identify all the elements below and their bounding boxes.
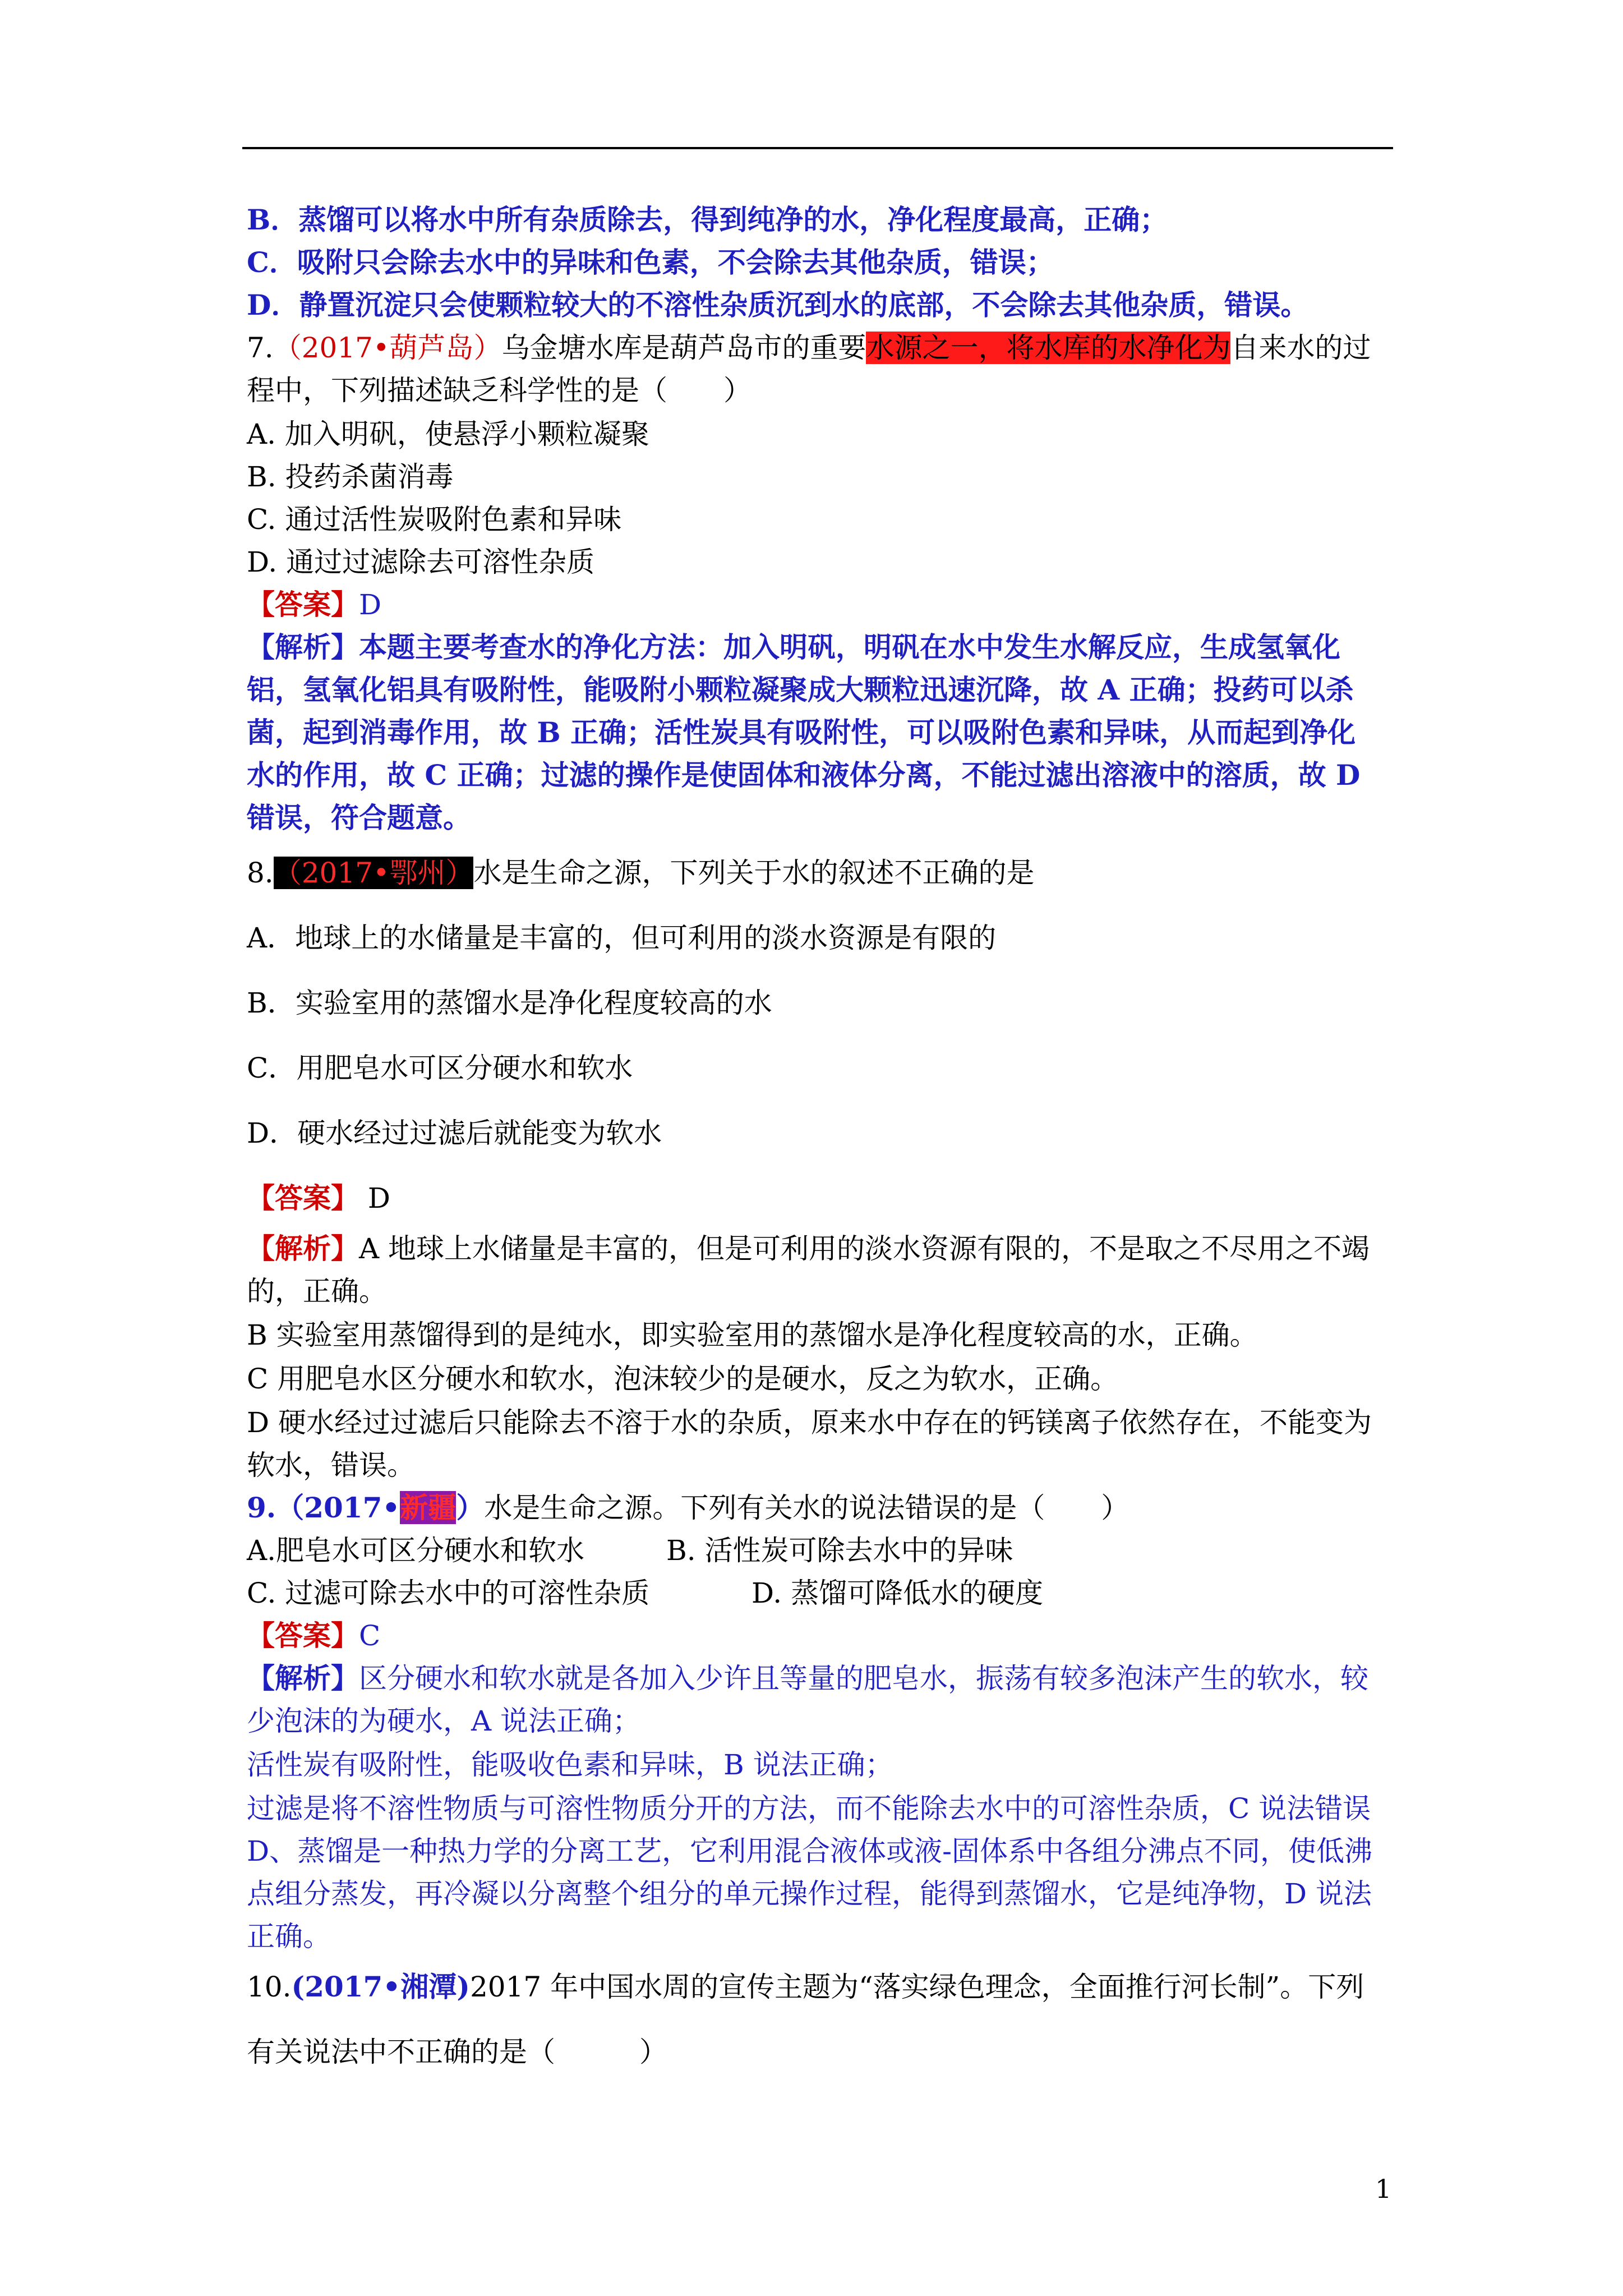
q9-source-highlight: 新疆 (400, 1491, 457, 1524)
q7-highlight: 水源之一，将水库的水净化为 (866, 332, 1231, 364)
q7-explanation-line4: 水的作用，故 C 正确；过滤的操作是使固体和液体分离，不能过滤出溶液中的溶质，故 D (247, 758, 1361, 792)
q8-explanation-line4: C 用肥皂水区分硬水和软水，泡沫较少的是硬水，反之为软水，正确。 (247, 1363, 1119, 1395)
q9-explanation-line5: D、蒸馏是一种热力学的分离工艺，它利用混合液体或液-固体系中各组分沸点不同，使低沸 (247, 1835, 1372, 1867)
q7-explanation-text: 本题主要考查水的净化方法：加入明矾，明矾在水中发生水解反应，生成氢氧化 (359, 631, 1340, 664)
q8-explanation-line2: 的，正确。 (247, 1275, 387, 1308)
q9-option-d: D. 蒸馏可降低水的硬度 (751, 1577, 1044, 1609)
q7-source: （2017•葫芦岛） (273, 332, 502, 364)
q9-option-a: A.肥皂水可区分硬水和软水 (247, 1534, 585, 1567)
q9-option-b: B. 活性炭可除去水中的异味 (666, 1534, 1013, 1567)
q7-option-b: B. 投药杀菌消毒 (247, 461, 454, 493)
q8-option-a: A．地球上的水储量是丰富的，但可利用的淡水资源是有限的 (247, 922, 997, 954)
q9-source-a: （2017• (276, 1491, 400, 1524)
q9-explanation-line3: 活性炭有吸附性，能吸收色素和异味，B 说法正确； (247, 1749, 893, 1781)
answer-value: D (359, 588, 382, 621)
q8-source: （2017•鄂州） (273, 857, 474, 889)
q6-option-d-analysis: D．静置沉淀只会使颗粒较大的不溶性杂质沉到水的底部，不会除去其他杂质，错误。 (247, 288, 1309, 321)
q8-option-c: C．用肥皂水可区分硬水和软水 (247, 1052, 633, 1084)
q9-source-b: ） (456, 1491, 485, 1524)
explanation-label: 【解析】 (247, 1662, 359, 1695)
q7-explanation-line5: 错误，符合题意。 (247, 801, 471, 834)
q8-explanation-line1 (247, 1231, 1370, 1267)
answer-value: D (359, 1182, 390, 1214)
q8-option-d: D．硬水经过过滤后就能变为软水 (247, 1117, 662, 1149)
q8-explanation-line3: B 实验室用蒸馏得到的是纯水，即实验室用的蒸馏水是净化程度较高的水，正确。 (247, 1319, 1258, 1351)
q7-option-d: D. 通过过滤除去可溶性杂质 (247, 546, 595, 578)
q7-answer (247, 587, 381, 623)
q8-number: 8. (247, 857, 274, 889)
q10-source: (2017•湘潭) (291, 1970, 470, 2003)
q10-text: 2017 年中国水周的宣传主题为“落实绿色理念，全面推行河长制”。下列 (469, 1971, 1364, 2003)
q10-number: 10. (247, 1971, 292, 2003)
q9-explanation-line7: 正确。 (247, 1920, 331, 1953)
q7-number: 7. (247, 332, 274, 364)
answer-value: C (359, 1619, 381, 1652)
q9-explanation-line6: 点组分蒸发，再冷凝以分离整个组分的单元操作过程，能得到蒸馏水，它是纯净物，D 说法 (247, 1878, 1372, 1910)
q7-stem-line2: 程中，下列描述缺乏科学性的是（ ） (247, 374, 751, 407)
explanation-label: 【解析】 (247, 1232, 359, 1265)
q10-stem-line1 (247, 1969, 1364, 2005)
q9-answer (247, 1618, 380, 1654)
q8-text: 水是生命之源，下列关于水的叙述不正确的是 (473, 857, 1035, 889)
q7-explanation-line2: 铝，氢氧化铝具有吸附性，能吸附小颗粒凝聚成大颗粒迅速沉降，故 A 正确；投药可以杀 (247, 673, 1354, 706)
answer-label: 【答案】 (247, 588, 359, 621)
q8-stem (247, 855, 1034, 891)
q7-explanation-line1 (247, 629, 1340, 665)
q7-text-b: 自来水的过 (1230, 332, 1371, 364)
q9-text: 水是生命之源。下列有关水的说法错误的是（ ） (484, 1492, 1129, 1524)
header-rule (242, 147, 1393, 149)
q9-stem (247, 1490, 1129, 1526)
q7-option-c: C. 通过活性炭吸附色素和异味 (247, 503, 622, 536)
answer-label: 【答案】 (247, 1619, 359, 1652)
answer-label: 【答案】 (247, 1181, 359, 1214)
q7-option-a: A. 加入明矾，使悬浮小颗粒凝聚 (247, 418, 649, 450)
q9-explanation-text: 区分硬水和软水就是各加入少许且等量的肥皂水，振荡有较多泡沫产生的软水，较 (359, 1662, 1368, 1695)
q8-explanation-line6: 软水，错误。 (247, 1449, 415, 1481)
q7-stem-line1 (247, 330, 1371, 366)
q6-option-b-analysis: B．蒸馏可以将水中所有杂质除去，得到纯净的水，净化程度最高，正确； (247, 203, 1168, 236)
q8-answer (247, 1180, 390, 1216)
q9-number: 9. (247, 1491, 276, 1524)
q7-text-a: 乌金塘水库是葫芦岛市的重要 (501, 332, 866, 364)
q9-explanation-line2: 少泡沫的为硬水，A 说法正确； (247, 1705, 641, 1737)
q9-explanation-line1 (247, 1660, 1368, 1696)
q10-stem-line2: 有关说法中不正确的是（ ） (247, 2036, 667, 2068)
q8-option-b: B．实验室用的蒸馏水是净化程度较高的水 (247, 987, 772, 1019)
q9-option-c: C. 过滤可除去水中的可溶性杂质 (247, 1577, 650, 1609)
q7-explanation-line3: 菌，起到消毒作用，故 B 正确；活性炭具有吸附性，可以吸附色素和异味，从而起到净化 (247, 716, 1356, 749)
q6-option-c-analysis: C．吸附只会除去水中的异味和色素，不会除去其他杂质，错误； (247, 246, 1054, 279)
q8-explanation-text: A 地球上水储量是丰富的，但是可利用的淡水资源有限的，不是取之不尽用之不竭 (359, 1232, 1370, 1265)
q9-explanation-line4: 过滤是将不溶性物质与可溶性物质分开的方法，而不能除去水中的可溶性杂质，C 说法错误 (247, 1792, 1371, 1825)
page-number: 1 (1375, 2174, 1392, 2204)
explanation-label: 【解析】 (247, 631, 359, 664)
q8-explanation-line5: D 硬水经过过滤后只能除去不溶于水的杂质，原来水中存在的钙镁离子依然存在，不能变为 (247, 1406, 1372, 1439)
